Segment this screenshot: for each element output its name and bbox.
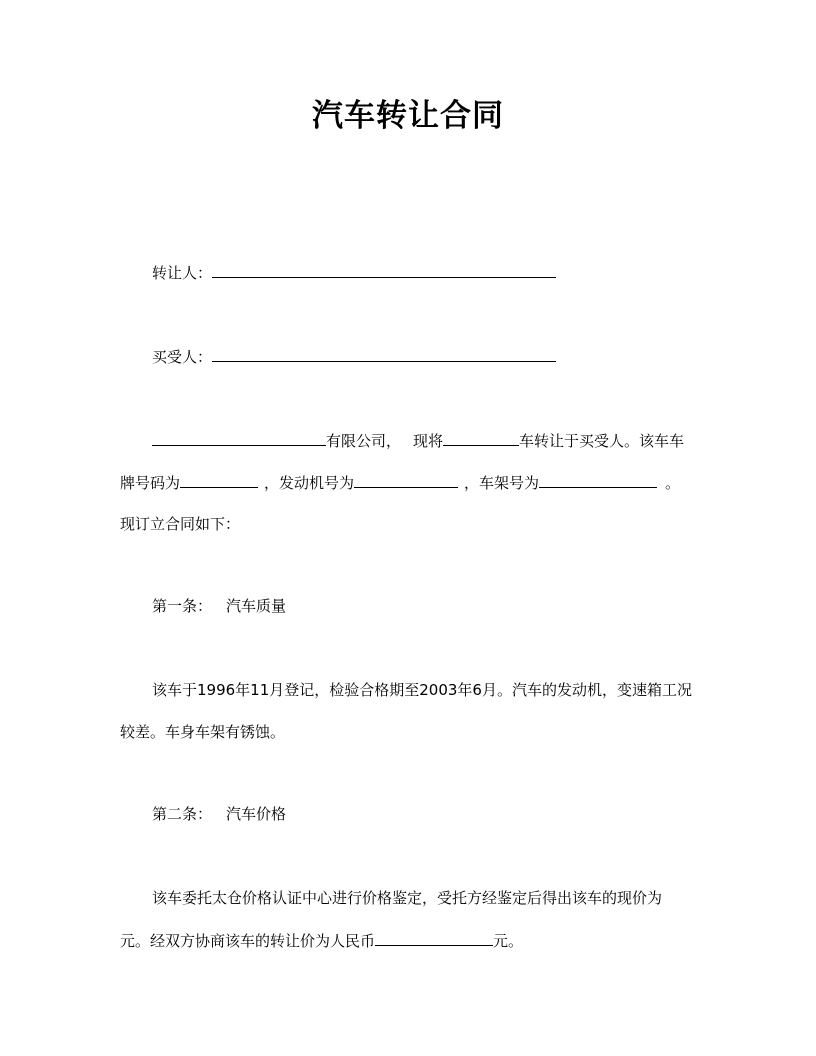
buyer-line [152,346,556,367]
article2-heading: 第二条： [152,805,213,823]
intro-line-2 [120,472,680,493]
article1-heading-line [152,596,286,616]
article2-text-1: 该车委托太仓价格认证中心进行价格鉴定，受托方经鉴定后得出该车的现价为 [152,889,663,907]
vehicle-type-blank[interactable] [443,430,519,446]
transfer-text: 车转让于买受人。该车车 [519,432,685,450]
company-name-blank[interactable] [152,430,326,446]
article2-title: 汽车价格 [226,805,287,823]
frame-number-blank[interactable] [539,472,657,488]
now-text: 现将 [413,432,444,450]
article1-heading: 第一条： [152,597,213,615]
intro-closing: 现订立合同如下： [120,515,241,533]
price-blank[interactable] [375,930,493,946]
article1-title: 汽车质量 [226,597,287,615]
engine-number-blank[interactable] [354,472,458,488]
plate-number-blank[interactable] [180,472,258,488]
article2-text-2-suffix: 元。 [493,932,524,950]
article1-text-2: 较差。车身车架有锈蚀。 [120,723,286,741]
article2-heading-line [152,804,286,824]
plate-label: 牌号码为 [120,474,181,492]
intro-period: 。 [665,474,681,492]
intro-line-1 [152,430,684,451]
article2-text-2-prefix: 元。经双方协商该车的转让价为人民币 [120,932,376,950]
transferor-blank[interactable] [212,262,556,278]
transferor-label: 转让人： [152,264,213,282]
transferor-line [152,262,556,283]
company-suffix: 有限公司， [326,432,402,450]
buyer-blank[interactable] [212,346,556,362]
article2-text-2 [120,930,523,951]
buyer-label: 买受人： [152,348,213,366]
article1-text-1: 该车于1996年11月登记，检验合格期至2003年6月。汽车的发动机，变速箱工况 [152,681,692,699]
frame-label: ，车架号为 [464,474,540,492]
engine-label: ，发动机号为 [264,474,355,492]
document-title: 汽车转让合同 [312,98,504,134]
